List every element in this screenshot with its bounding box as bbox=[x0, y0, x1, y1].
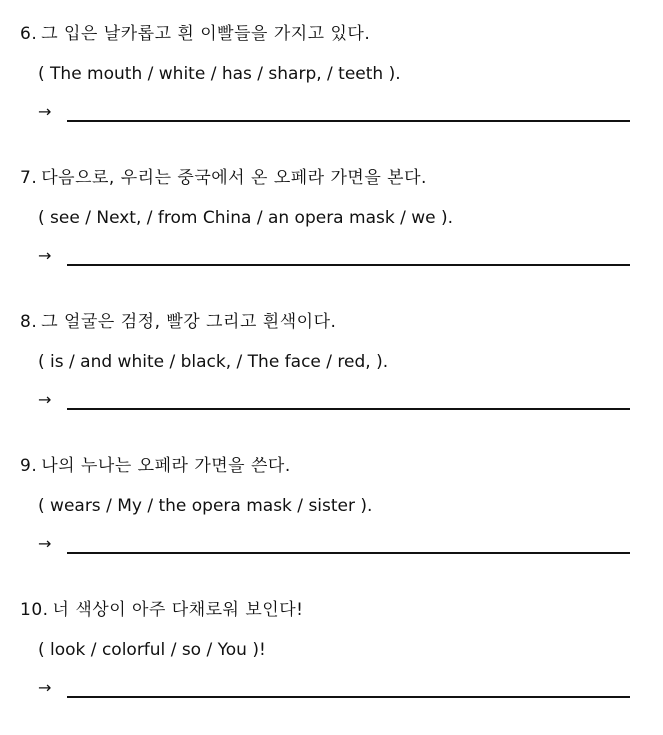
word-bank: ( wears / My / the opera mask / sister ). bbox=[38, 496, 373, 516]
question-6 bbox=[0, 22, 663, 142]
arrow-icon: → bbox=[38, 678, 52, 697]
question-number: 6. bbox=[20, 24, 38, 44]
question-prompt bbox=[20, 454, 291, 478]
question-prompt bbox=[20, 310, 336, 334]
arrow-icon: → bbox=[38, 390, 52, 409]
question-8 bbox=[0, 310, 663, 430]
answer-row bbox=[38, 100, 630, 126]
korean-sentence: 다음으로, 우리는 중국에서 온 오페라 가면을 본다. bbox=[41, 168, 427, 188]
arrow-icon: → bbox=[38, 102, 52, 121]
question-prompt bbox=[20, 166, 427, 190]
question-prompt bbox=[20, 22, 370, 46]
question-prompt bbox=[20, 598, 303, 622]
word-bank: ( is / and white / black, / The face / red, ). bbox=[38, 352, 389, 372]
answer-blank[interactable] bbox=[67, 696, 630, 698]
answer-row bbox=[38, 388, 630, 414]
answer-blank[interactable] bbox=[67, 264, 630, 266]
answer-row bbox=[38, 676, 630, 702]
question-number: 8. bbox=[20, 312, 38, 332]
answer-row bbox=[38, 532, 630, 558]
arrow-icon: → bbox=[38, 534, 52, 553]
arrow-icon: → bbox=[38, 246, 52, 265]
word-bank: ( look / colorful / so / You )! bbox=[38, 640, 266, 660]
word-bank: ( The mouth / white / has / sharp, / teeth ). bbox=[38, 64, 401, 84]
word-bank: ( see / Next, / from China / an opera mask / we ). bbox=[38, 208, 454, 228]
korean-sentence: 너 색상이 아주 다채로워 보인다! bbox=[52, 600, 304, 620]
answer-blank[interactable] bbox=[67, 408, 630, 410]
question-10 bbox=[0, 598, 663, 718]
question-number: 9. bbox=[20, 456, 38, 476]
question-9 bbox=[0, 454, 663, 574]
answer-blank[interactable] bbox=[67, 552, 630, 554]
question-number: 10. bbox=[20, 600, 49, 620]
answer-blank[interactable] bbox=[67, 120, 630, 122]
korean-sentence: 그 얼굴은 검정, 빨강 그리고 흰색이다. bbox=[41, 312, 337, 332]
answer-row bbox=[38, 244, 630, 270]
korean-sentence: 나의 누나는 오페라 가면을 쓴다. bbox=[41, 456, 291, 476]
question-number: 7. bbox=[20, 168, 38, 188]
korean-sentence: 그 입은 날카롭고 흰 이빨들을 가지고 있다. bbox=[41, 24, 371, 44]
question-7 bbox=[0, 166, 663, 286]
